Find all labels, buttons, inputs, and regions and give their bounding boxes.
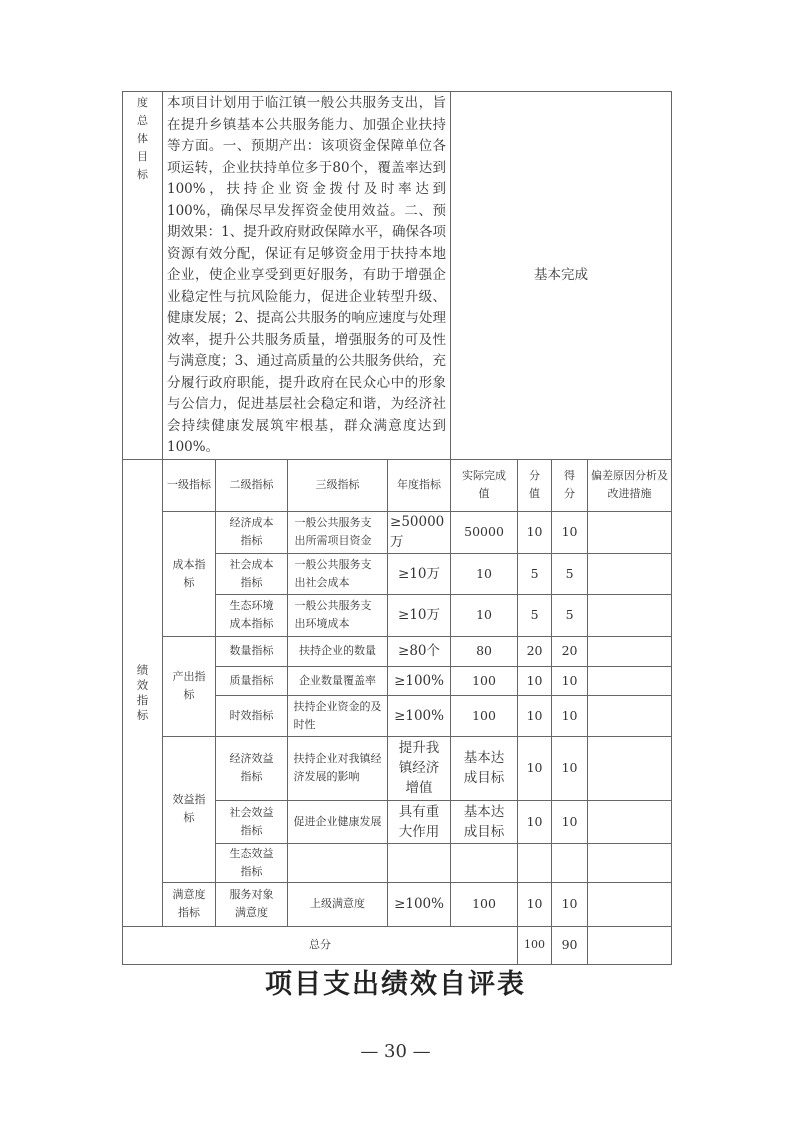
- row-score: 10: [518, 511, 552, 553]
- header-row: [123, 459, 672, 511]
- performance-table: [122, 91, 672, 965]
- row-reason: [588, 553, 672, 594]
- group-cost: 成本指标: [163, 511, 216, 636]
- row-reason: [588, 695, 672, 736]
- row-l3: 扶持企业的数量: [288, 636, 388, 666]
- row-l3: 扶持企业资金的及时性: [288, 695, 388, 736]
- row-l2: 生态效益指标: [216, 843, 288, 882]
- row-got: 10: [552, 695, 588, 736]
- row-l2: 数量指标: [216, 636, 288, 666]
- row-l3: 企业数量覆盖率: [288, 666, 388, 695]
- row-reason: [588, 736, 672, 800]
- row-got: 20: [552, 636, 588, 666]
- row-got: [552, 843, 588, 882]
- row-score: 10: [518, 695, 552, 736]
- row-actual: 100: [451, 695, 518, 736]
- row-l3: 促进企业健康发展: [288, 800, 388, 843]
- row-actual: 10: [451, 594, 518, 636]
- row-score: 5: [518, 553, 552, 594]
- row-actual: 50000: [451, 511, 518, 553]
- row-l3: 一般公共服务支出所需项目资金: [288, 511, 388, 553]
- row-annual: ≥10万: [388, 553, 451, 594]
- table-row: [123, 511, 672, 553]
- header-annual: 年度指标: [388, 459, 451, 511]
- header-score: 分值: [518, 459, 552, 511]
- row-got: 5: [552, 594, 588, 636]
- header-got: 得分: [552, 459, 588, 511]
- goal-row: [123, 92, 672, 460]
- row-got: 10: [552, 736, 588, 800]
- row-l2: 服务对象满意度: [216, 882, 288, 926]
- row-actual: [451, 843, 518, 882]
- group-output: 产出指标: [163, 636, 216, 736]
- total-row: [123, 926, 672, 964]
- row-got: 10: [552, 882, 588, 926]
- row-got: 10: [552, 800, 588, 843]
- header-actual: 实际完成值: [451, 459, 518, 511]
- row-l3: 一般公共服务支出社会成本: [288, 553, 388, 594]
- row-reason: [588, 843, 672, 882]
- row-reason: [588, 594, 672, 636]
- row-annual: 具有重大作用: [388, 800, 451, 843]
- group-satisfaction: 满意度指标: [163, 882, 216, 926]
- row-reason: [588, 666, 672, 695]
- page-title: 项目支出绩效自评表: [265, 969, 526, 1000]
- row-annual: [388, 843, 451, 882]
- header-level3: 三级指标: [288, 459, 388, 511]
- row-reason: [588, 636, 672, 666]
- table-row: [123, 636, 672, 666]
- row-got: 10: [552, 511, 588, 553]
- group-benefit: 效益指标: [163, 736, 216, 882]
- row-score: 5: [518, 594, 552, 636]
- page-number: — 30 —: [360, 1041, 431, 1062]
- row-actual: 10: [451, 553, 518, 594]
- header-level1: 一级指标: [163, 459, 216, 511]
- row-got: 10: [552, 666, 588, 695]
- goal-status: 基本完成: [451, 92, 672, 460]
- row-annual: ≥10万: [388, 594, 451, 636]
- row-actual: 基本达成目标: [451, 736, 518, 800]
- row-annual: ≥100%: [388, 882, 451, 926]
- row-l2: 时效指标: [216, 695, 288, 736]
- row-actual: 基本达成目标: [451, 800, 518, 843]
- row-score: 10: [518, 666, 552, 695]
- row-l2: 生态环境成本指标: [216, 594, 288, 636]
- row-actual: 100: [451, 882, 518, 926]
- total-got: 90: [552, 926, 588, 964]
- row-annual: ≥80个: [388, 636, 451, 666]
- row-actual: 100: [451, 666, 518, 695]
- perf-label: 绩效指标: [136, 662, 149, 722]
- row-actual: 80: [451, 636, 518, 666]
- row-l2: 经济成本指标: [216, 511, 288, 553]
- table-row: [123, 736, 672, 800]
- goal-text: 本项目计划用于临江镇一般公共服务支出，旨在提升乡镇基本公共服务能力、加强企业扶持等方面。一、预期产出：该项资金保障单位各项运转，企业扶持单位多于80个，覆盖率达到100%，扶持企业资金拨付及时率达到100%，确保尽早发挥资金使用效益。二、预期效果：1、提升政府财政保障水平，确保各项资源有效分配，保证有足够资金用于扶持本地企业，使企业享受到更好服务，有助于增强企业稳定性与抗风险能力，促进企业转型升级、健康发展；2、提高公共服务的响应速度与处理效率，提升公共服务质量，增强服务的可及性与满意度；3、通过高质量的公共服务供给，充分履行政府职能，提升政府在民众心中的形象与公信力，促进基层社会稳定和谐，为经济社会持续健康发展筑牢根基，群众满意度达到100%。: [163, 92, 451, 460]
- table-row: [123, 882, 672, 926]
- total-reason: [588, 926, 672, 964]
- goal-label: 度 总 体 目 标: [123, 92, 163, 460]
- total-label: 总分: [123, 926, 518, 964]
- row-l2: 经济效益指标: [216, 736, 288, 800]
- row-l2: 社会效益指标: [216, 800, 288, 843]
- row-score: [518, 843, 552, 882]
- row-score: 10: [518, 736, 552, 800]
- header-level2: 二级指标: [216, 459, 288, 511]
- row-annual: ≥50000万: [388, 511, 451, 553]
- total-score: 100: [518, 926, 552, 964]
- row-annual: ≥100%: [388, 666, 451, 695]
- row-reason: [588, 511, 672, 553]
- row-l2: 社会成本指标: [216, 553, 288, 594]
- row-score: 20: [518, 636, 552, 666]
- row-got: 5: [552, 553, 588, 594]
- row-l3: 上级满意度: [288, 882, 388, 926]
- row-l2: 质量指标: [216, 666, 288, 695]
- perf-label-cell: [123, 459, 163, 926]
- row-l3: 一般公共服务支出环境成本: [288, 594, 388, 636]
- row-reason: [588, 882, 672, 926]
- row-score: 10: [518, 882, 552, 926]
- row-score: 10: [518, 800, 552, 843]
- row-annual: ≥100%: [388, 695, 451, 736]
- row-l3: [288, 843, 388, 882]
- header-reason: 偏差原因分析及改进措施: [588, 459, 672, 511]
- row-l3: 扶持企业对我镇经济发展的影响: [288, 736, 388, 800]
- row-annual: 提升我镇经济增值: [388, 736, 451, 800]
- row-reason: [588, 800, 672, 843]
